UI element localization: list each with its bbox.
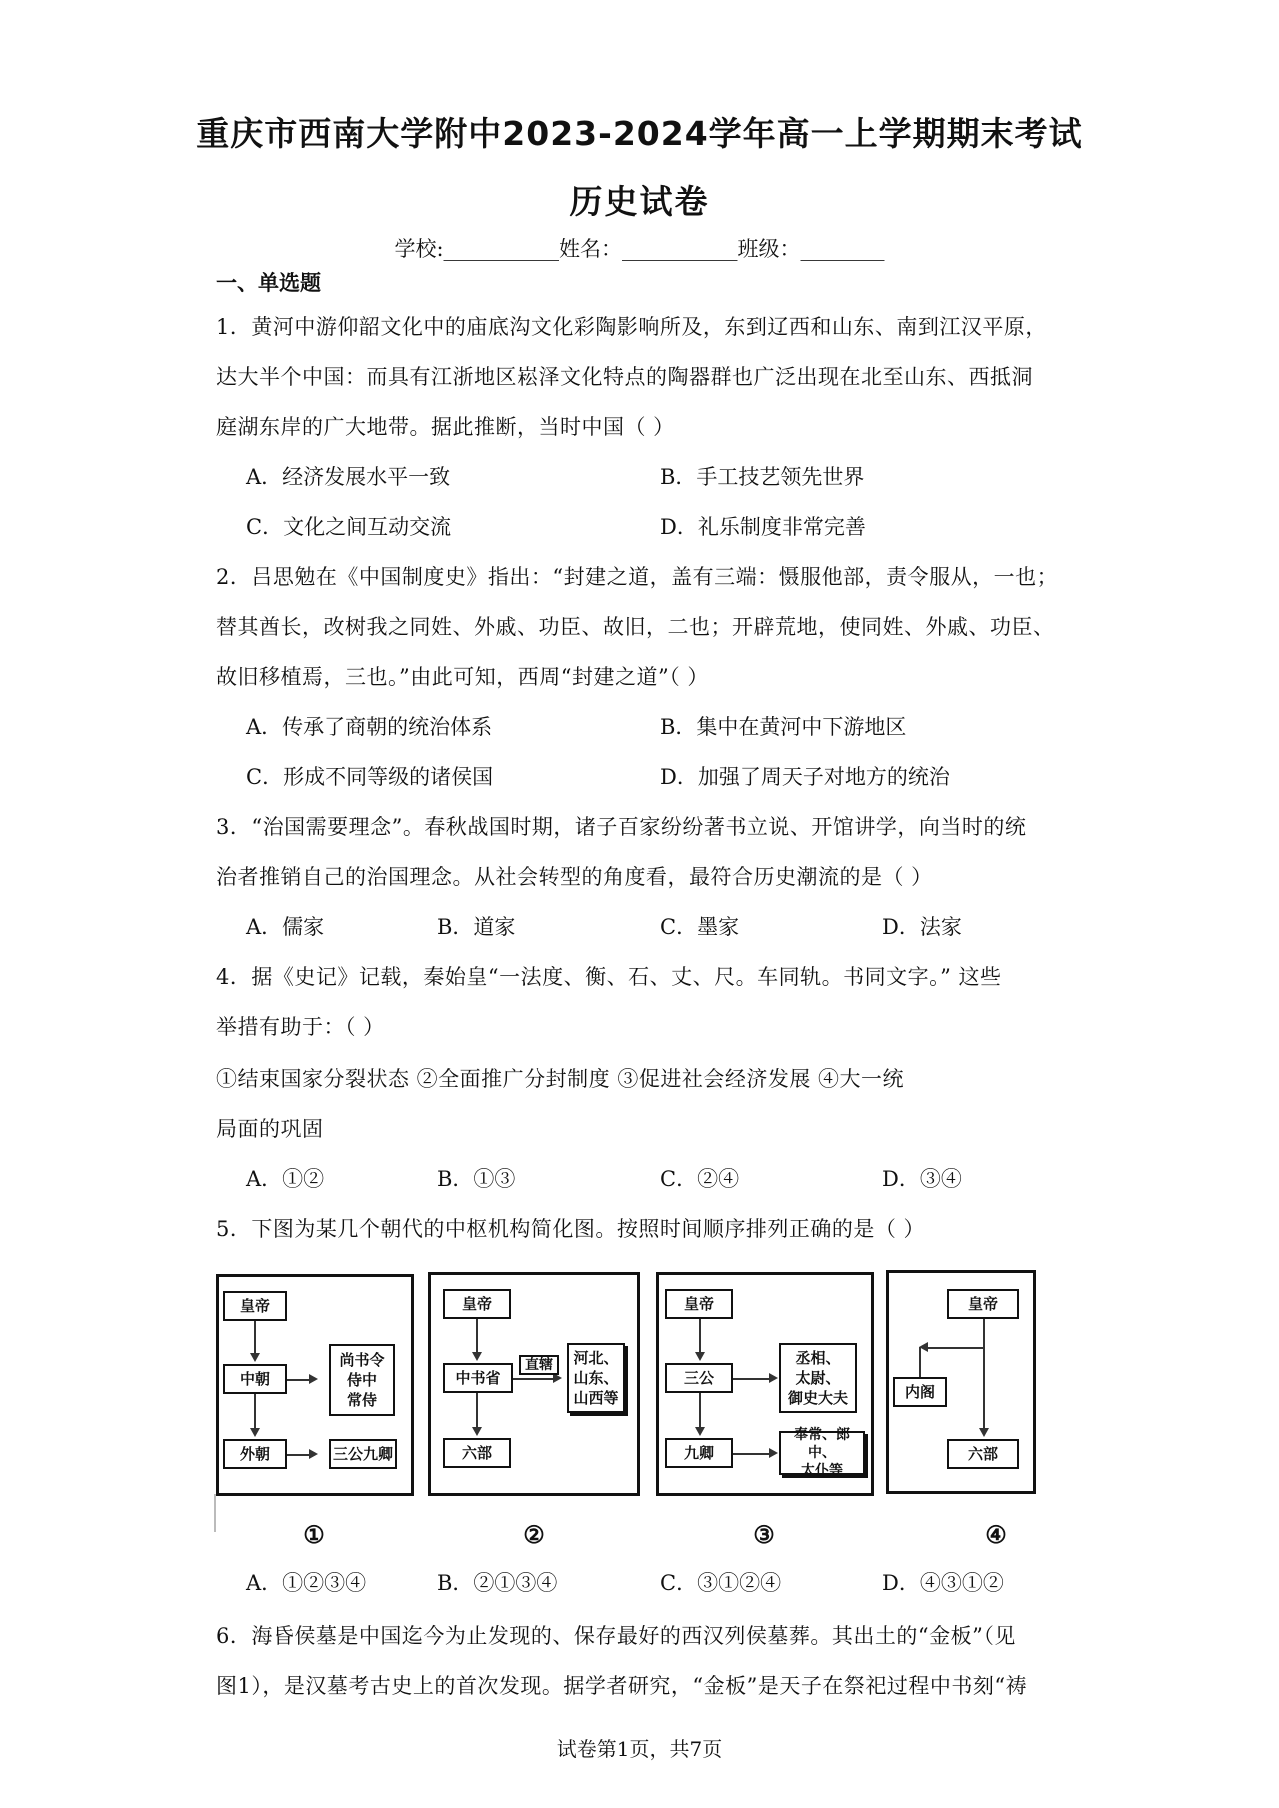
p3-connector [699, 1319, 701, 1355]
q1-option-b: B．手工技艺领先世界 [660, 465, 865, 489]
exam-title: 重庆市西南大学附中2023-2024学年高一上学期期末考试 [196, 114, 1083, 153]
p3-nine-ministers-box: 九卿 [665, 1438, 733, 1468]
p4-cabinet-box: 内阁 [893, 1377, 947, 1407]
p2-regions-box [567, 1343, 625, 1413]
q4-line-4: 局面的巩固 [216, 1117, 324, 1141]
q1-option-d: D．礼乐制度非常完善 [660, 515, 866, 539]
p1-connector [254, 1394, 256, 1431]
p3-connector [733, 1378, 771, 1380]
p2-region-1: 河北、 [573, 1349, 619, 1367]
page-footer: 试卷第1页，共7页 [556, 1737, 723, 1761]
q5-option-b: B．②①③④ [437, 1571, 558, 1595]
p2-arrow-icon [472, 1427, 482, 1436]
section-heading: 一、单选题 [216, 271, 321, 295]
q5-option-d: D．④③①② [882, 1571, 1004, 1595]
q1-option-a: A．经济发展水平一致 [246, 465, 451, 489]
p4-arrow-icon [979, 1428, 989, 1437]
p1-arrow-icon [309, 1374, 318, 1384]
q3-option-d: D．法家 [882, 915, 962, 939]
q4-option-c: C．②④ [660, 1167, 740, 1191]
q5-option-a: A．①②③④ [246, 1571, 367, 1595]
p1-arrow-icon [309, 1449, 318, 1459]
p2-secretariat-box: 中书省 [443, 1363, 513, 1393]
q1-line-3: 庭湖东岸的广大地带。据此推断，当时中国（ ） [216, 415, 675, 439]
panel-3-label: ③ [753, 1520, 775, 1549]
diagram-edge [214, 1494, 216, 1532]
q1-line-1: 1．黄河中游仰韶文化中的庙底沟文化彩陶影响所及，东到辽西和山东、南到江汉平原， [216, 315, 1047, 339]
p4-ministries-box: 六部 [947, 1439, 1019, 1469]
q2-option-d: D．加强了周天子对地方的统治 [660, 765, 950, 789]
diagram-panel-4 [886, 1270, 1036, 1494]
q4-line-1: 4．据《史记》记载，秦始皇“一法度、衡、石、丈、尺。车同轨。书同文字。” 这些 [216, 965, 1002, 989]
diagram-panel-2 [428, 1272, 640, 1496]
p1-connector [254, 1321, 256, 1356]
p2-ministries-box: 六部 [443, 1438, 511, 1468]
p3-arrow-icon [695, 1352, 705, 1361]
student-info-line: 学校:___________姓名：___________班级：________ [394, 237, 885, 261]
p3-dukes-box [779, 1343, 857, 1413]
q5-option-c: C．③①②④ [660, 1571, 782, 1595]
p2-region-3: 山西等 [573, 1389, 619, 1407]
q4-line-3: ①结束国家分裂状态 ②全面推广分封制度 ③促进社会经济发展 ④大一统 [216, 1067, 905, 1091]
p3-arrow-icon [695, 1427, 705, 1436]
p3-three-dukes-box: 三公 [665, 1363, 733, 1393]
p4-connector [919, 1347, 921, 1377]
panel-2-label: ② [523, 1520, 545, 1549]
q3-option-b: B．道家 [437, 915, 516, 939]
p4-connector [983, 1319, 985, 1431]
p1-arrow-icon [250, 1428, 260, 1437]
q2-option-a: A．传承了商朝的统治体系 [246, 715, 493, 739]
p2-direct-box: 直辖 [519, 1355, 559, 1375]
q2-option-c: C．形成不同等级的诸侯国 [246, 765, 494, 789]
p1-outer-court-box: 外朝 [223, 1439, 287, 1469]
q2-line-3: 故旧移植焉，三也。”由此可知，西周“封建之道”（ ） [216, 665, 709, 689]
p4-emperor-box: 皇帝 [947, 1289, 1019, 1319]
p3-duke-2: 太尉、 [795, 1369, 841, 1387]
p2-arrow-icon [472, 1352, 482, 1361]
p2-connector [476, 1319, 478, 1355]
p3-connector [733, 1453, 771, 1455]
p3-connector [699, 1393, 701, 1430]
p2-region-2: 山东、 [573, 1369, 619, 1387]
p3-arrow-icon [769, 1448, 778, 1458]
p1-connector [287, 1454, 311, 1456]
q6-line-2: 图1），是汉墓考古史上的首次发现。据学者研究，“金板”是天子在祭祀过程中书刻“祷 [216, 1674, 1028, 1698]
q4-option-a: A．①② [246, 1167, 325, 1191]
q2-line-2: 替其酋长，改树我之同姓、外戚、功臣、故旧，二也；开辟荒地，使同姓、外戚、功臣、 [216, 615, 1055, 639]
panel-4-label: ④ [985, 1520, 1007, 1549]
diagram-panel-3 [656, 1272, 874, 1496]
q4-option-b: B．①③ [437, 1167, 516, 1191]
p2-emperor-box: 皇帝 [443, 1289, 511, 1319]
q3-line-2: 治者推销自己的治国理念。从社会转型的角度看，最符合历史潮流的是（ ） [216, 865, 933, 889]
q2-line-1: 2．吕思勉在《中国制度史》指出：“封建之道，盖有三端：慑服他部，责令服从，一也； [216, 565, 1059, 589]
q6-line-1: 6．海昏侯墓是中国迄今为止发现的、保存最好的西汉列侯墓葬。其出土的“金板”（见 [216, 1624, 1016, 1648]
p4-connector [927, 1347, 983, 1349]
q2-option-b: B．集中在黄河中下游地区 [660, 715, 907, 739]
p1-official-3: 常侍 [346, 1391, 377, 1409]
q4-line-2: 举措有助于：（ ） [216, 1015, 385, 1039]
q5-line-1: 5．下图为某几个朝代的中枢机构简化图。按照时间顺序排列正确的是（ ） [216, 1217, 926, 1241]
p3-emperor-box: 皇帝 [665, 1289, 733, 1319]
p3-officers-box [779, 1427, 865, 1479]
p1-inner-court-box: 中朝 [223, 1364, 287, 1394]
central-institutions-diagram [214, 1272, 1044, 1572]
p3-arrow-icon [769, 1373, 778, 1383]
q3-option-c: C．墨家 [660, 915, 740, 939]
p1-official-1: 尚书令 [339, 1351, 385, 1369]
p1-officials-box [329, 1344, 395, 1416]
p2-connector [513, 1378, 555, 1380]
p2-connector [476, 1393, 478, 1430]
q4-option-d: D．③④ [882, 1167, 962, 1191]
p3-duke-1: 丞相、 [795, 1349, 841, 1367]
p3-officer-2: 太仆等 [801, 1463, 843, 1479]
p1-connector [287, 1379, 311, 1381]
panel-1-label: ① [303, 1520, 325, 1549]
p1-emperor-box: 皇帝 [223, 1291, 287, 1321]
p1-arrow-icon [250, 1353, 260, 1362]
q1-line-2: 达大半个中国：而具有江浙地区崧泽文化特点的陶器群也广泛出现在北至山东、西抵洞 [216, 365, 1033, 389]
q3-line-1: 3．“治国需要理念”。春秋战国时期，诸子百家纷纷著书立说、开馆讲学，向当时的统 [216, 815, 1027, 839]
q3-option-a: A．儒家 [246, 915, 325, 939]
p1-ministers-box: 三公九卿 [329, 1439, 397, 1469]
exam-subtitle: 历史试卷 [569, 182, 710, 221]
q1-option-c: C．文化之间互动交流 [246, 515, 452, 539]
p3-duke-3: 御史大夫 [787, 1389, 848, 1407]
p3-officer-1: 奉常、郎中、 [794, 1427, 850, 1461]
p1-official-2: 侍中 [346, 1371, 377, 1389]
diagram-panel-1 [216, 1274, 414, 1496]
